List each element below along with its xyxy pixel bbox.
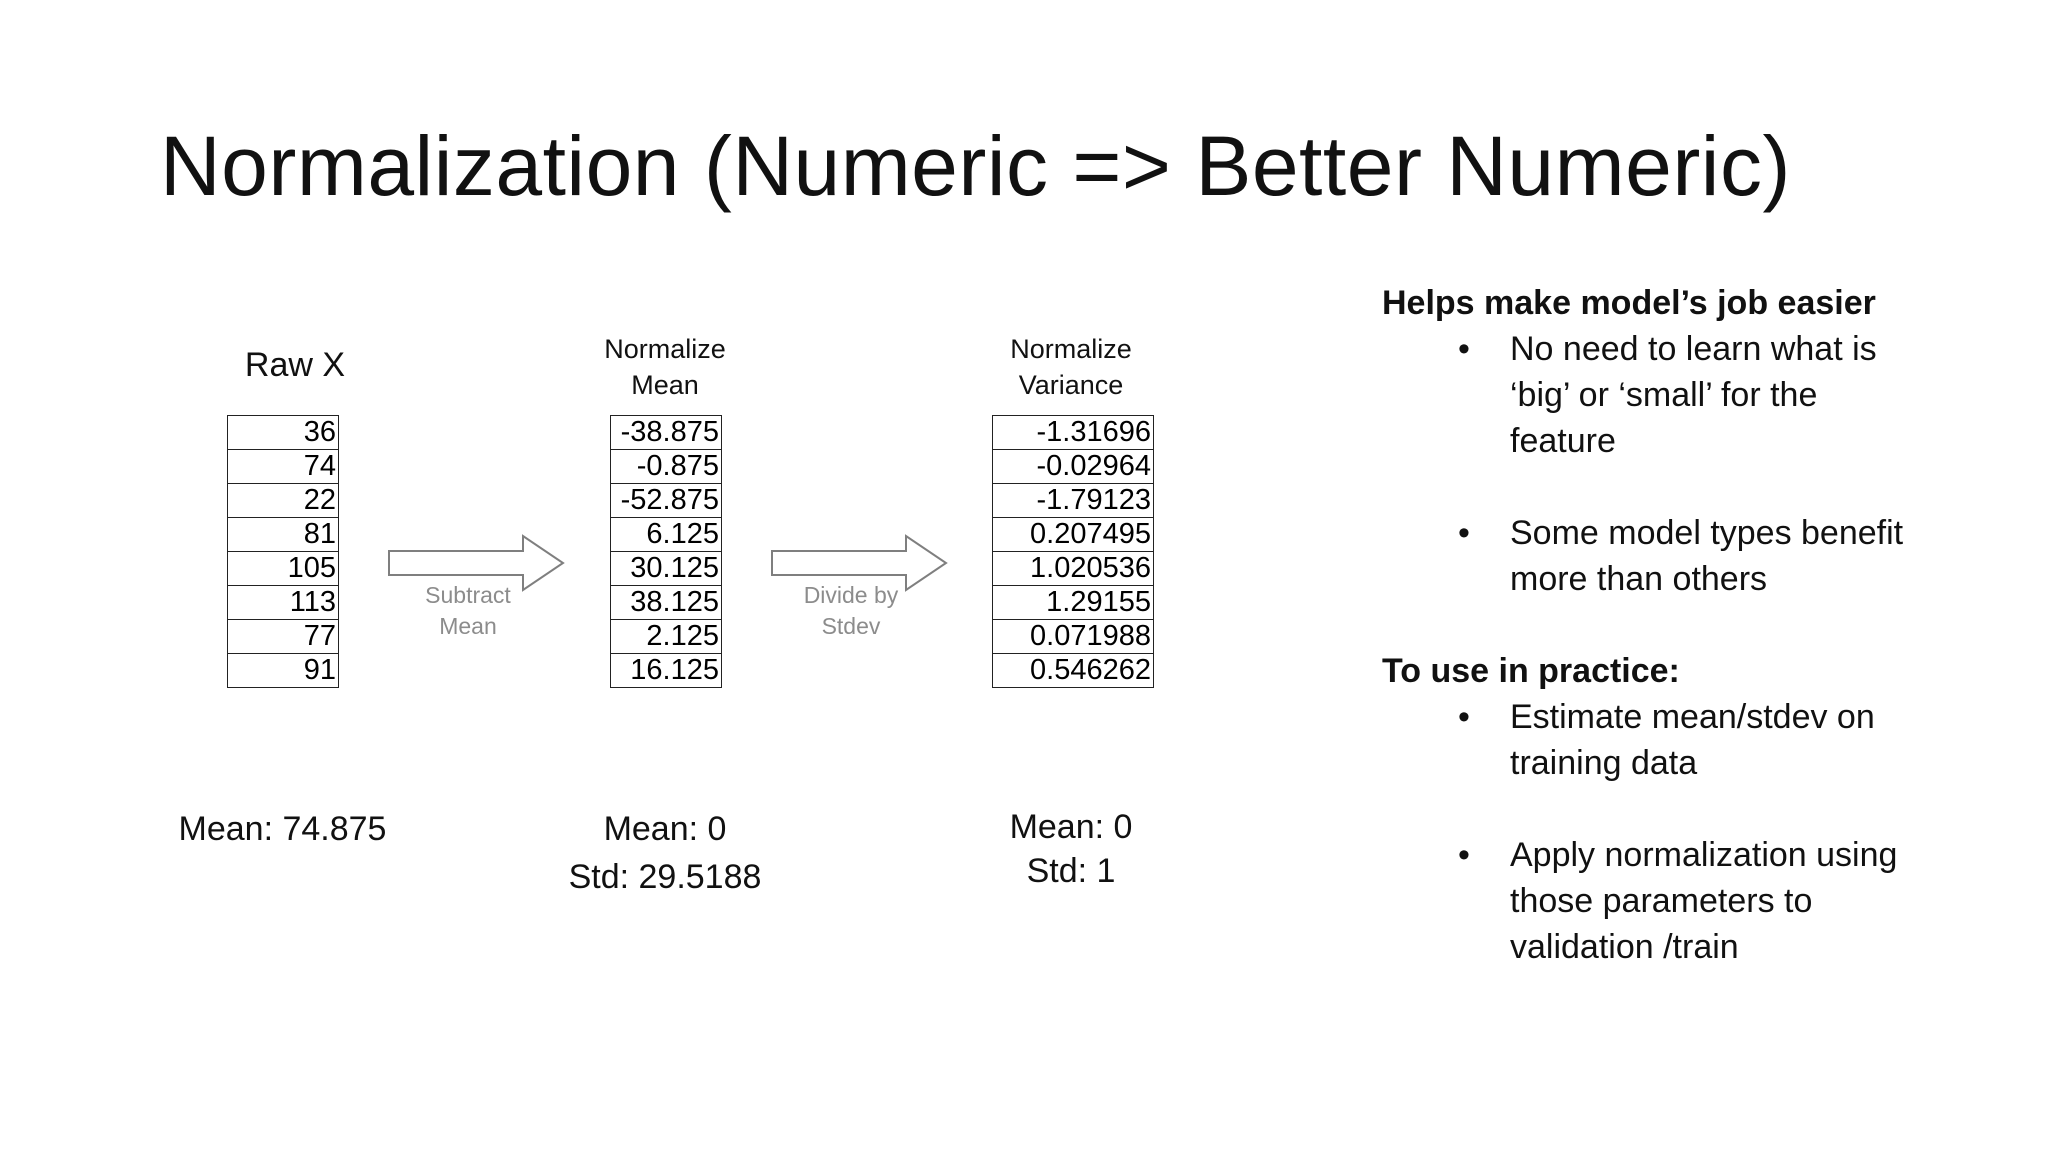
table-row xyxy=(228,518,339,552)
normalize-mean-mean: Mean: 0 xyxy=(603,810,727,848)
table-row xyxy=(228,416,339,450)
table-row xyxy=(993,552,1154,586)
bullet-icon: • xyxy=(1458,836,1470,874)
normalize-mean-stats xyxy=(540,805,790,901)
table-cell: 36 xyxy=(228,416,339,450)
table-cell: 77 xyxy=(228,620,339,654)
practice-list xyxy=(1382,694,2022,970)
divide-by-stdev-label: Divide by Stdev xyxy=(803,582,899,639)
list-item: • Apply normalization using those parameters to validation /train xyxy=(1382,832,2022,970)
normalize-variance-mean: Mean: 0 xyxy=(1009,808,1133,846)
table-cell: -1.31696 xyxy=(993,416,1154,450)
benefits-list xyxy=(1382,326,2022,602)
table-row xyxy=(611,552,722,586)
table-cell: 1.29155 xyxy=(993,586,1154,620)
table-row xyxy=(993,416,1154,450)
table-cell: 16.125 xyxy=(611,654,722,688)
table-cell: 91 xyxy=(228,654,339,688)
normalize-mean-std: Std: 29.5188 xyxy=(568,858,762,896)
table-row xyxy=(611,450,722,484)
table-row xyxy=(993,620,1154,654)
table-row xyxy=(611,586,722,620)
normalize-variance-table xyxy=(992,415,1154,688)
slide-title: Normalization (Numeric => Better Numeric) xyxy=(160,119,1791,213)
notes-heading-benefits: Helps make model’s job easier xyxy=(1382,284,1876,322)
table-row xyxy=(611,518,722,552)
table-cell: 30.125 xyxy=(611,552,722,586)
table-row xyxy=(993,518,1154,552)
table-row xyxy=(611,654,722,688)
table-row xyxy=(611,416,722,450)
notes-panel xyxy=(1382,280,2022,970)
table-row xyxy=(993,586,1154,620)
notes-heading-practice: To use in practice: xyxy=(1382,652,1680,690)
table-cell: -1.79123 xyxy=(993,484,1154,518)
table-row xyxy=(993,484,1154,518)
table-row xyxy=(228,552,339,586)
table-cell: 113 xyxy=(228,586,339,620)
table-row xyxy=(228,586,339,620)
table-cell: 74 xyxy=(228,450,339,484)
raw-x-heading: Raw X xyxy=(244,346,346,384)
table-cell: 0.071988 xyxy=(993,620,1154,654)
bullet-icon: • xyxy=(1458,698,1470,736)
table-cell: 2.125 xyxy=(611,620,722,654)
table-row xyxy=(611,484,722,518)
table-row xyxy=(228,450,339,484)
normalize-variance-std: Std: 1 xyxy=(1026,852,1116,890)
raw-mean: Mean: 74.875 xyxy=(178,810,387,848)
bullet-icon: • xyxy=(1458,514,1470,552)
table-row xyxy=(228,484,339,518)
subtract-mean-label: Subtract Mean xyxy=(425,582,511,639)
table-row xyxy=(228,620,339,654)
table-cell: -38.875 xyxy=(611,416,722,450)
table-row xyxy=(993,654,1154,688)
list-item: • Some model types benefit more than others xyxy=(1382,510,2022,602)
list-item: • Estimate mean/stdev on training data xyxy=(1382,694,2022,786)
table-cell: 1.020536 xyxy=(993,552,1154,586)
table-row xyxy=(228,654,339,688)
table-cell: -52.875 xyxy=(611,484,722,518)
table-row xyxy=(993,450,1154,484)
normalize-variance-heading: Normalize Variance xyxy=(1010,334,1132,400)
table-cell: 0.207495 xyxy=(993,518,1154,552)
table-cell: 0.546262 xyxy=(993,654,1154,688)
table-cell: 6.125 xyxy=(611,518,722,552)
normalize-variance-stats xyxy=(971,805,1171,893)
table-cell: -0.02964 xyxy=(993,450,1154,484)
raw-stats xyxy=(150,805,415,853)
table-cell: 38.125 xyxy=(611,586,722,620)
table-row xyxy=(611,620,722,654)
list-item: • No need to learn what is ‘big’ or ‘small’ for the feature xyxy=(1382,326,2022,464)
normalize-mean-table xyxy=(610,415,722,688)
raw-values-table xyxy=(227,415,339,688)
table-cell: 105 xyxy=(228,552,339,586)
table-cell: -0.875 xyxy=(611,450,722,484)
normalize-mean-heading: Normalize Mean xyxy=(604,334,726,400)
table-cell: 81 xyxy=(228,518,339,552)
table-cell: 22 xyxy=(228,484,339,518)
bullet-icon: • xyxy=(1458,330,1470,368)
